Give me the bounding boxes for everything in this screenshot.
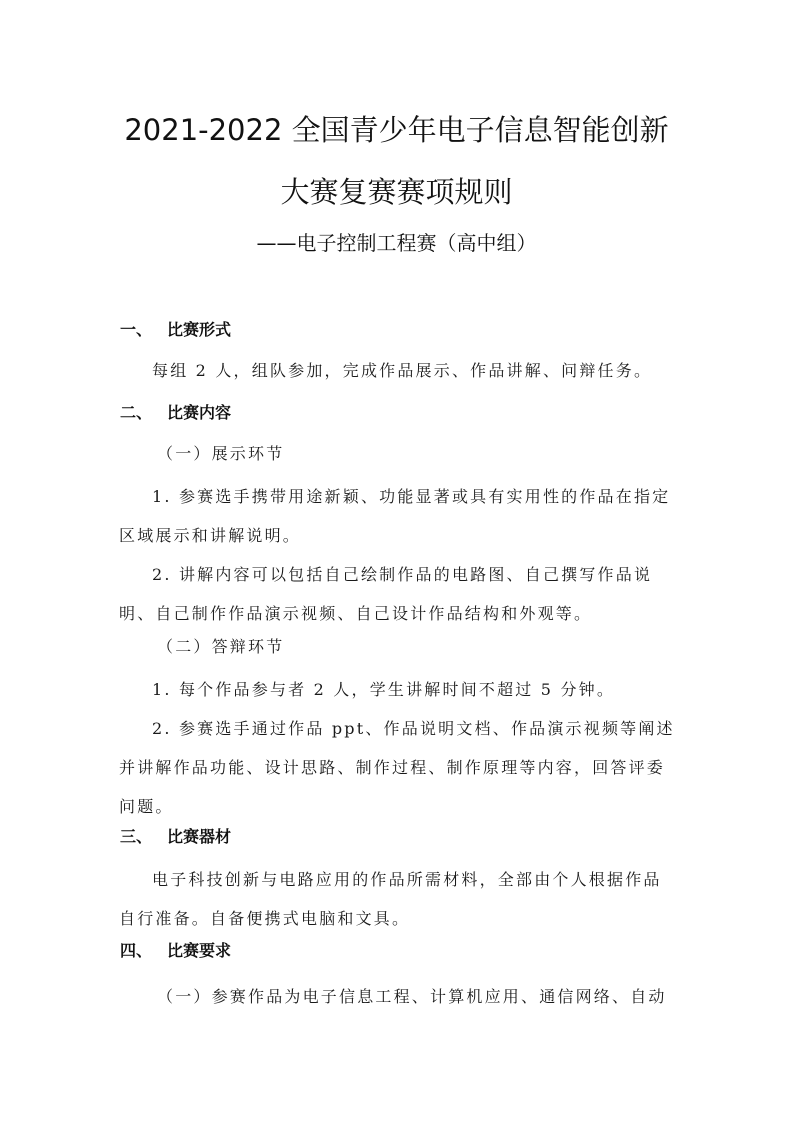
paragraph-line: 电子科技创新与电路应用的作品所需材料，全部由个人根据作品 xyxy=(152,870,662,889)
title-line-2: 大赛复赛赛项规则 xyxy=(280,175,513,209)
paragraph-line: 区域展示和讲解说明。 xyxy=(119,526,302,545)
section-title: 比赛内容 xyxy=(167,403,232,422)
section-heading-4 xyxy=(120,938,231,961)
paragraph-line: 1. 每个作品参与者 2 人，学生讲解时间不超过 5 分钟。 xyxy=(152,680,616,699)
title-line-1: 2021-2022 全国青少年电子信息智能创新 xyxy=(124,113,669,147)
paragraph-line: 2. 参赛选手通过作品 ppt、作品说明文档、作品演示视频等阐述 xyxy=(152,719,675,738)
subsection-heading: （二）答辩环节 xyxy=(157,637,285,656)
paragraph-line: 自行准备。自备便携式电脑和文具。 xyxy=(119,909,411,928)
section-title: 比赛形式 xyxy=(167,320,232,339)
section-heading-1 xyxy=(120,317,231,340)
section-heading-3 xyxy=(120,824,231,847)
subtitle: ——电子控制工程赛（高中组） xyxy=(256,231,537,255)
paragraph-line: 并讲解作品功能、设计思路、制作过程、制作原理等内容，回答评委 xyxy=(119,758,666,777)
section-number: 一、 xyxy=(120,320,153,339)
paragraph-line: 2. 讲解内容可以包括自己绘制作品的电路图、自己撰写作品说 xyxy=(152,565,653,584)
subsection-heading: （一）展示环节 xyxy=(157,444,285,463)
section-number: 二、 xyxy=(120,403,153,422)
paragraph-line: 问题。 xyxy=(119,797,174,816)
section-number: 四、 xyxy=(120,941,153,960)
paragraph-line: 明、自己制作作品演示视频、自己设计作品结构和外观等。 xyxy=(119,604,593,623)
section-title: 比赛器材 xyxy=(167,827,232,846)
section-number: 三、 xyxy=(120,827,153,846)
paragraph-line: 每组 2 人，组队参加，完成作品展示、作品讲解、问辩任务。 xyxy=(152,361,653,380)
paragraph-line: （一）参赛作品为电子信息工程、计算机应用、通信网络、自动 xyxy=(157,987,667,1006)
paragraph-line: 1. 参赛选手携带用途新颖、功能显著或具有实用性的作品在指定 xyxy=(152,487,671,506)
section-heading-2 xyxy=(120,400,231,423)
section-title: 比赛要求 xyxy=(167,941,232,960)
